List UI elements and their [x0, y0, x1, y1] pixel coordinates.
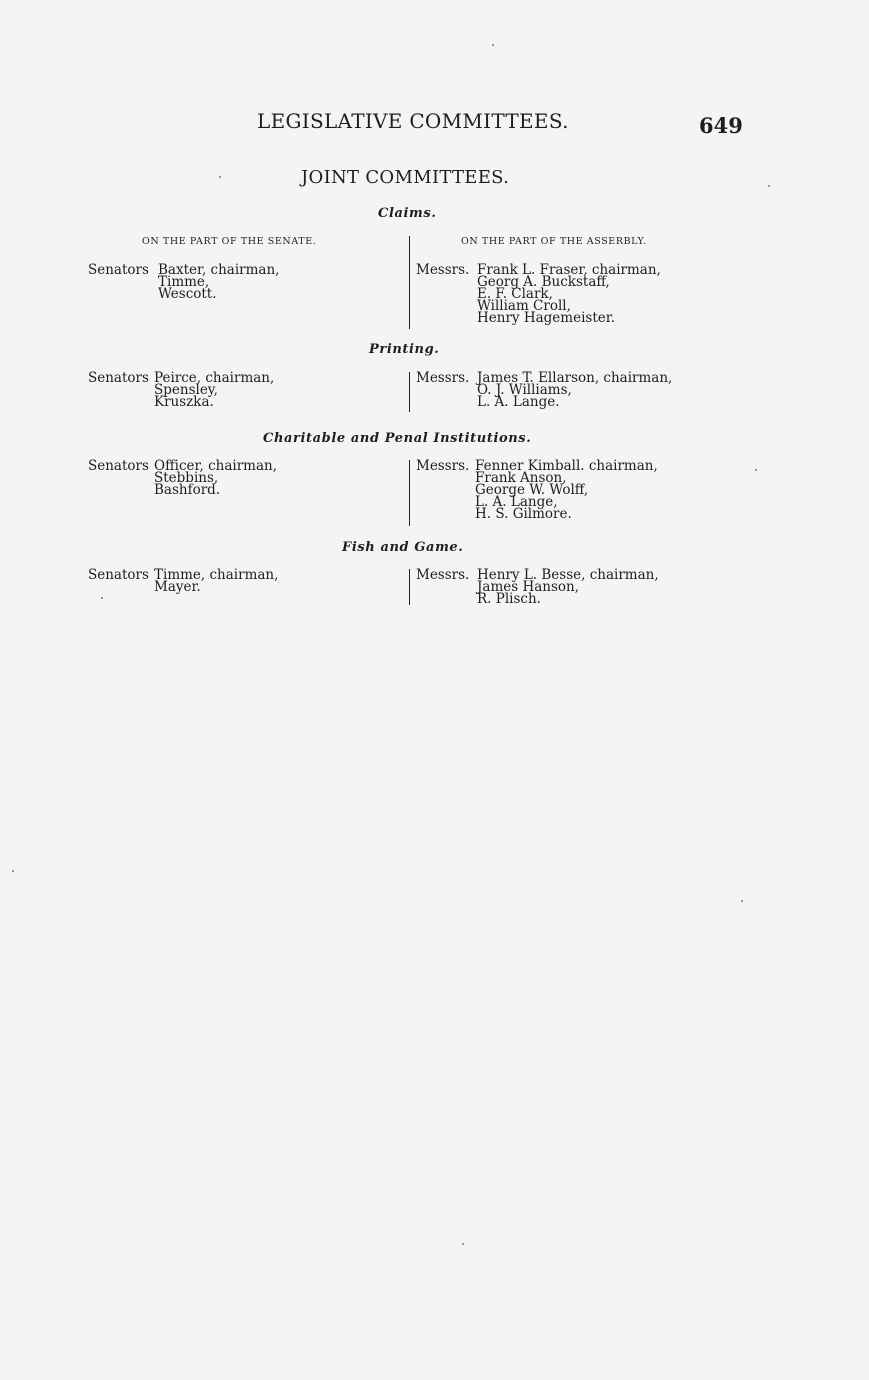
member-name: Timme, — [158, 274, 210, 290]
page-number: 649 — [699, 113, 743, 138]
senators-label: Senators — [88, 370, 149, 386]
member-name: Frank L. Fraser, chairman, — [477, 262, 661, 278]
senators-label: Senators — [88, 458, 149, 474]
member-name: E. F. Clark, — [477, 286, 553, 302]
member-name: O. J. Williams, — [477, 382, 572, 398]
assembly-members-charitable-penal — [416, 460, 658, 520]
assembly-members-printing — [416, 372, 672, 408]
member-name: Georg A. Buckstaff, — [477, 274, 610, 290]
senators-label: Senators — [88, 262, 149, 278]
member-name: L. A. Lange. — [477, 394, 560, 410]
member-name: Kruszka. — [154, 394, 214, 410]
member-name: Timme, chairman, — [154, 567, 279, 583]
member-name: Mayer. — [154, 579, 201, 595]
committee-title-fish-game: Fish and Game. — [342, 540, 464, 555]
member-name: L. A. Lange, — [475, 494, 558, 510]
committee-title-printing: Printing. — [369, 342, 440, 357]
scan-speck — [492, 44, 494, 46]
member-name: George W. Wolff, — [475, 482, 589, 498]
member-name: Henry Hagemeister. — [477, 310, 615, 326]
senate-members-fish-game — [88, 569, 278, 593]
senate-members-charitable-penal — [88, 460, 277, 496]
messrs-label: Messrs. — [416, 567, 470, 583]
senate-members-printing — [88, 372, 274, 408]
member-name: Officer, chairman, — [154, 458, 277, 474]
member-name: Peirce, chairman, — [154, 370, 275, 386]
senate-members-claims — [88, 264, 279, 300]
member-name: Wescott. — [158, 286, 217, 302]
member-name: Spensley, — [154, 382, 218, 398]
messrs-label: Messrs. — [416, 458, 470, 474]
scan-speck — [462, 1243, 464, 1245]
senate-column-header: ON THE PART OF THE SENATE. — [142, 236, 317, 247]
member-name: R. Plisch. — [477, 591, 541, 607]
member-name: Stebbins, — [154, 470, 219, 486]
scan-speck — [101, 597, 103, 599]
messrs-label: Messrs. — [416, 262, 470, 278]
scan-speck — [768, 185, 770, 187]
column-divider — [409, 372, 410, 412]
senators-label: Senators — [88, 567, 149, 583]
assembly-members-fish-game — [416, 569, 659, 605]
member-name: James T. Ellarson, chairman, — [477, 370, 673, 386]
member-name: Bashford. — [154, 482, 221, 498]
column-divider — [409, 236, 410, 329]
assembly-members-claims — [416, 264, 661, 324]
column-divider — [409, 460, 410, 526]
column-divider — [409, 569, 410, 605]
member-name: James Hanson, — [477, 579, 580, 595]
messrs-label: Messrs. — [416, 370, 470, 386]
scan-speck — [219, 176, 221, 178]
committee-title-charitable-penal: Charitable and Penal Institutions. — [263, 431, 532, 446]
section-title: JOINT COMMITTEES. — [301, 167, 510, 188]
scan-speck — [741, 900, 743, 902]
member-name: Baxter, chairman, — [158, 262, 280, 278]
member-name: William Croll, — [477, 298, 571, 314]
scan-speck — [755, 469, 757, 471]
member-name: H. S. Gilmore. — [475, 506, 572, 522]
member-name: Henry L. Besse, chairman, — [477, 567, 659, 583]
running-head: LEGISLATIVE COMMITTEES. — [257, 109, 569, 133]
assembly-column-header: ON THE PART OF THE ASSERBLY. — [461, 236, 647, 247]
member-name: Fenner Kimball. chairman, — [475, 458, 658, 474]
committee-title-claims: Claims. — [378, 206, 437, 221]
scan-speck — [12, 870, 14, 872]
member-name: Frank Anson, — [475, 470, 567, 486]
